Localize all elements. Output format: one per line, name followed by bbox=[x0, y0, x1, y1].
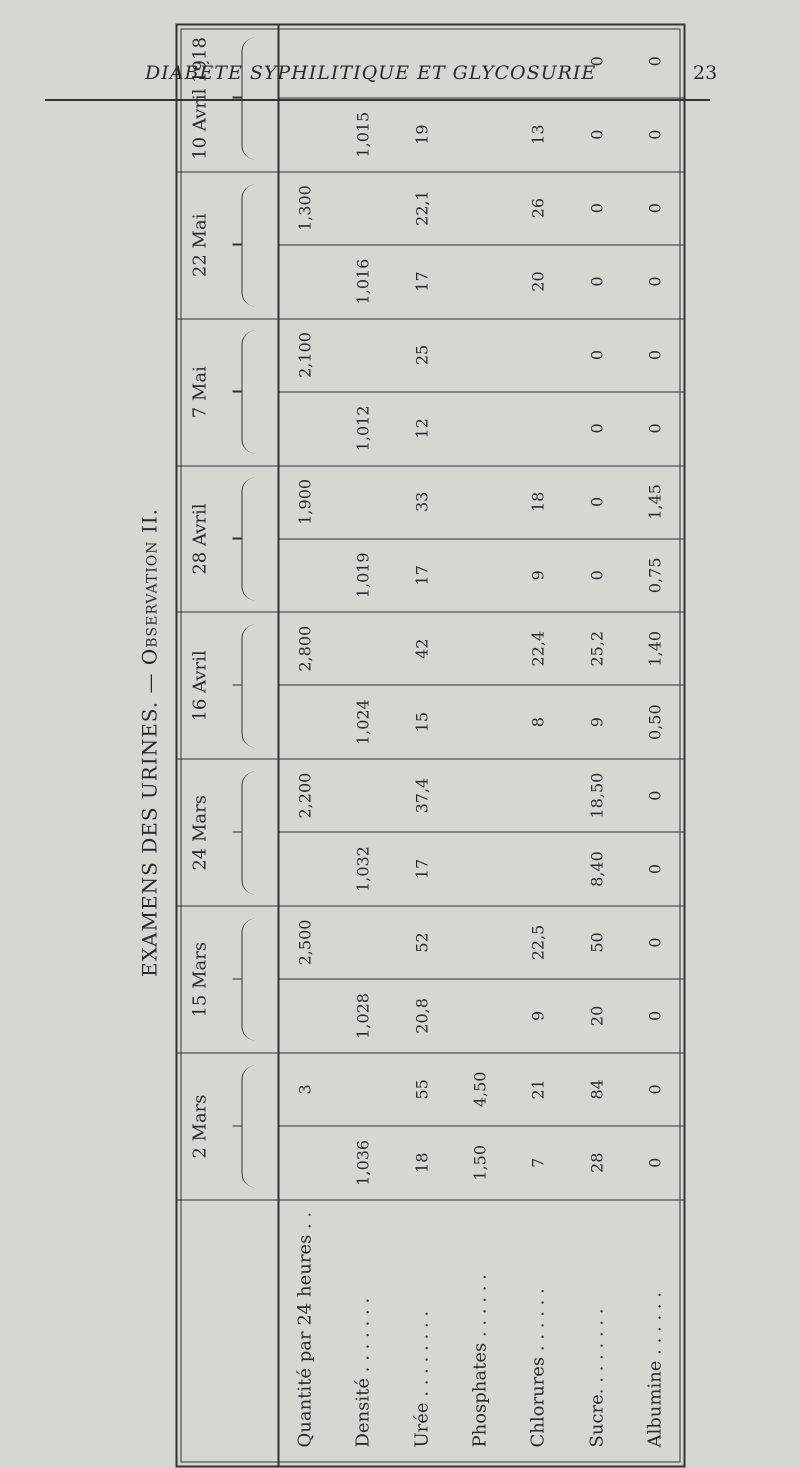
table-cell: 1,015 bbox=[353, 111, 373, 158]
table-cell: 0 bbox=[645, 276, 665, 287]
table-cell: 0 bbox=[587, 349, 607, 361]
label-column-rule bbox=[278, 1201, 279, 1366]
table-cell: 18 bbox=[528, 491, 548, 513]
table-cell: 0 bbox=[645, 56, 665, 67]
table-cell: 4,50 bbox=[470, 1071, 490, 1108]
date-label: 24 Mars bbox=[189, 795, 211, 871]
date-column bbox=[178, 907, 686, 1054]
brace-mark bbox=[242, 478, 270, 601]
table-cell: 19 bbox=[412, 124, 432, 145]
table-cell: 1,45 bbox=[645, 484, 665, 520]
table-cell: 0 bbox=[645, 1010, 665, 1021]
sub-column-divider bbox=[278, 244, 686, 245]
table-cell: 3 bbox=[295, 1084, 315, 1095]
table-cell: 1,019 bbox=[353, 552, 373, 599]
table-cell: 8,40 bbox=[587, 851, 607, 887]
brace-mark bbox=[242, 918, 270, 1041]
sub-column-divider bbox=[278, 832, 686, 833]
date-column bbox=[178, 760, 686, 907]
date-label: 22 Mai bbox=[189, 213, 211, 278]
table-cell: 18 bbox=[412, 1152, 432, 1173]
brace-mark bbox=[242, 1065, 270, 1188]
table-cell: 17 bbox=[412, 565, 432, 586]
table-cell: 0,75 bbox=[645, 557, 665, 594]
table-cell: 0 bbox=[587, 129, 607, 140]
date-label: 15 Mars bbox=[189, 941, 211, 1018]
row-label: Densité . . . . . . . bbox=[352, 1297, 374, 1448]
date-column bbox=[178, 319, 686, 466]
table-cell: 0,50 bbox=[645, 704, 665, 740]
table-cell: 52 bbox=[412, 932, 432, 953]
table-cell: 25,2 bbox=[587, 630, 607, 667]
table-cell: 17 bbox=[412, 858, 432, 880]
table-cell: 21 bbox=[528, 1079, 548, 1100]
row-label: Sucre. . . . . . . . bbox=[586, 1308, 608, 1448]
table-cell: 0 bbox=[645, 863, 665, 875]
running-head: DIABÈTE SYPHILITIQUE ET GLYCOSURIE bbox=[145, 62, 597, 84]
date-column bbox=[178, 466, 686, 613]
table-cell: 33 bbox=[412, 491, 432, 513]
table-caption bbox=[138, 18, 168, 1468]
table-cell: 28 bbox=[587, 1152, 607, 1173]
date-label: 2 Mars bbox=[189, 1094, 211, 1159]
table-cell: 0 bbox=[645, 937, 665, 948]
table-cell: 1,900 bbox=[295, 478, 315, 525]
table-cell: 1,300 bbox=[295, 185, 315, 231]
table-cell: 2,200 bbox=[295, 772, 315, 819]
table-cell: 9 bbox=[587, 717, 607, 728]
table-cell: 0 bbox=[645, 1084, 665, 1095]
table-cell: 22,1 bbox=[412, 190, 432, 226]
date-column bbox=[178, 26, 686, 173]
table-cell: 12 bbox=[412, 418, 432, 439]
table-cell: 17 bbox=[412, 271, 432, 292]
table-cell: 15 bbox=[412, 711, 432, 733]
caption-observation: Observation II. bbox=[137, 507, 162, 666]
table-cell: 22,5 bbox=[528, 924, 548, 961]
sub-column-divider bbox=[278, 97, 686, 98]
table-cell: 2,100 bbox=[295, 332, 315, 378]
date-column bbox=[178, 1054, 686, 1201]
table-cell: 22,4 bbox=[528, 630, 548, 667]
table-cell: 1,50 bbox=[470, 1144, 490, 1181]
table-cell: 26 bbox=[528, 197, 548, 219]
table-cell: 20 bbox=[528, 271, 548, 292]
date-column bbox=[178, 613, 686, 760]
date-column bbox=[178, 172, 686, 319]
table-cell: 0 bbox=[587, 570, 607, 581]
urine-exam-table bbox=[176, 24, 686, 1468]
table-cell: 0 bbox=[645, 349, 665, 361]
table-cell: 9 bbox=[528, 570, 548, 581]
table-cell: 0 bbox=[587, 423, 607, 434]
rotated-table-block bbox=[138, 18, 693, 1468]
sub-column-divider bbox=[278, 685, 686, 686]
table-cell: 0 bbox=[587, 276, 607, 287]
row-label: Phosphates . . . . . . bbox=[469, 1274, 491, 1448]
table-cell: 0 bbox=[587, 496, 607, 507]
table-cell: 20 bbox=[587, 1005, 607, 1027]
table-cell: 25 bbox=[412, 344, 432, 366]
table-cell: 8 bbox=[528, 717, 548, 728]
date-label: 16 Avril bbox=[189, 650, 211, 722]
brace-mark bbox=[242, 37, 270, 160]
table-cell: 7 bbox=[528, 1157, 548, 1168]
table-cell: 1,032 bbox=[353, 846, 373, 892]
table-cell: 42 bbox=[412, 638, 432, 659]
row-label: Quantité par 24 heures . . bbox=[294, 1211, 316, 1448]
table-cell: 9 bbox=[528, 1010, 548, 1021]
sub-column-divider bbox=[278, 391, 686, 392]
table-cell: 84 bbox=[587, 1079, 607, 1100]
date-label: 10 Avril 1918 bbox=[189, 37, 211, 160]
table-cell: 0 bbox=[645, 790, 665, 801]
brace-mark bbox=[242, 772, 270, 895]
table-cell: 37,4 bbox=[412, 777, 432, 814]
table-cell: 1,024 bbox=[353, 699, 373, 746]
table-cell: 2,800 bbox=[295, 625, 315, 672]
caption-main: EXAMENS DES URINES. — bbox=[137, 665, 162, 978]
date-label: 7 Mai bbox=[189, 366, 211, 419]
table-cell: 1,036 bbox=[353, 1139, 373, 1186]
date-label: 28 Avril bbox=[189, 503, 211, 575]
page-number: 23 bbox=[693, 62, 718, 84]
brace-mark bbox=[242, 184, 270, 307]
table-cell: 1,016 bbox=[353, 258, 373, 305]
row-label: Albumine . . . . . . bbox=[644, 1291, 666, 1448]
table-cell: 50 bbox=[587, 932, 607, 953]
table-cell: 1,012 bbox=[353, 405, 373, 452]
brace-mark bbox=[242, 331, 270, 454]
sub-column-divider bbox=[278, 538, 686, 539]
table-cell: 1,40 bbox=[645, 630, 665, 667]
table-cell: 2,500 bbox=[295, 919, 315, 966]
table-cell: 0 bbox=[587, 56, 607, 67]
table-cell: 13 bbox=[528, 124, 548, 145]
table-cell: 0 bbox=[587, 203, 607, 214]
row-label: Urée . . . . . . . . bbox=[411, 1310, 433, 1448]
table-cell: 18,50 bbox=[587, 772, 607, 819]
table-cell: 20,8 bbox=[412, 998, 432, 1034]
table-cell: 0 bbox=[645, 1157, 665, 1168]
row-label: Chlorures . . . . . . bbox=[527, 1288, 549, 1448]
table-cell: 0 bbox=[645, 203, 665, 214]
table-cell: 0 bbox=[645, 423, 665, 434]
table-cell: 1,028 bbox=[353, 993, 373, 1039]
table-cell: 0 bbox=[645, 129, 665, 140]
sub-column-divider bbox=[278, 979, 686, 980]
table-cell: 55 bbox=[412, 1079, 432, 1100]
brace-mark bbox=[242, 625, 270, 748]
